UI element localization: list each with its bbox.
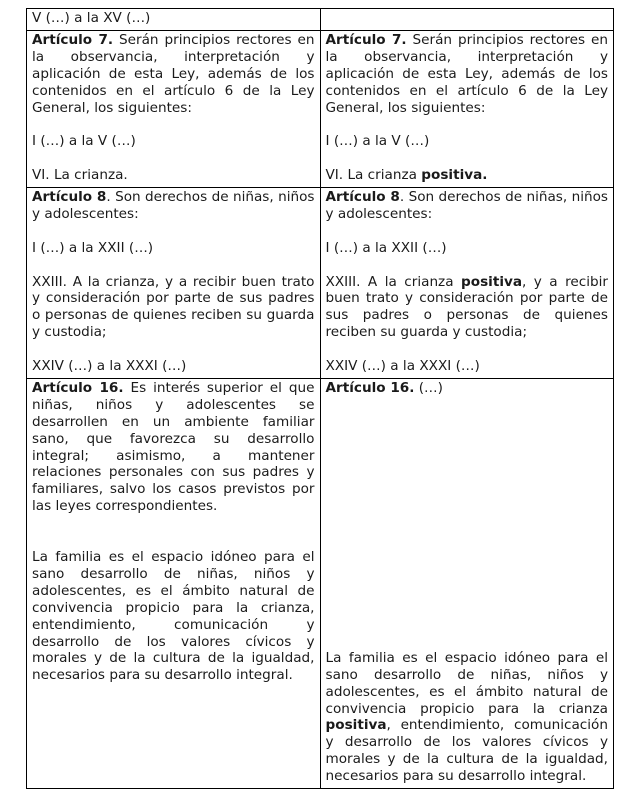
fraction-range: XXIV (…) a la XXXI (…) xyxy=(325,358,480,375)
left-cell xyxy=(27,9,321,31)
article-heading: Artículo 16. xyxy=(325,379,415,396)
table-row xyxy=(27,30,614,187)
fraction-range: I (…) a la V (…) xyxy=(32,133,136,150)
article-body: Serán principios rectores en la observancia, interpretación y aplicación de esta Ley, además de los contenidos en el artículo 6 de la Ley General, los siguientes: xyxy=(32,31,315,116)
article-body: Es interés superior el que niñas, niños y adolescentes se desarrollen en un ambiente familiar sano, que favorezca su desarrollo integral; asimismo, a mantener relaciones personales con sus padres y familiares, salvo los casos previstos por las leyes correspondientes. xyxy=(32,379,315,515)
article-heading: Artículo 16. xyxy=(32,379,124,396)
article-body: Serán principios rectores en la observancia, interpretación y aplicación de esta Ley, además de los contenidos en el artículo 6 de la Ley General, los siguientes: xyxy=(325,31,608,116)
article-16-text xyxy=(32,380,315,515)
right-cell xyxy=(320,378,614,788)
article-8-text xyxy=(326,189,609,223)
fraction-text xyxy=(326,167,609,184)
bold-addition: positiva. xyxy=(421,167,488,184)
right-cell xyxy=(320,9,614,31)
right-cell xyxy=(320,30,614,187)
paragraph-part: La familia es el espacio idóneo para el sano desarrollo de niñas, niños y adolescentes, es el ámbito natural de convivencia propicio para la crianza xyxy=(325,649,608,717)
article-16-text xyxy=(326,380,609,397)
fraction-text: VI. La crianza. xyxy=(32,167,128,184)
paragraph xyxy=(326,650,609,785)
table-row xyxy=(27,188,614,379)
comparison-table xyxy=(26,8,614,789)
fraction-text-part: , y a recibir buen trato y consideración por parte de sus padres o personas de quienes reciben su guarda y custodia; xyxy=(325,273,609,341)
paragraph-part: , entendimiento, comunicación y desarrollo de los valores cívicos y morales y de la cultura de la igualdad, necesarios para su desarrollo integral. xyxy=(325,717,608,785)
article-heading: Artículo 7. xyxy=(32,31,114,48)
left-cell xyxy=(27,378,321,788)
fraction-text: XXIII. A la crianza, y a recibir buen trato y consideración por parte de sus padres o personas de quienes reciben su guarda y custodia; xyxy=(32,273,315,341)
right-cell xyxy=(320,188,614,379)
article-body: (…) xyxy=(414,379,443,396)
fraction-range: V (…) a la XV (…) xyxy=(32,10,151,26)
article-7-text xyxy=(326,32,609,117)
fraction-range: I (…) a la XXII (…) xyxy=(32,239,154,256)
fraction-text xyxy=(326,274,609,342)
fraction-text-part: VI. La crianza xyxy=(325,167,422,184)
fraction-range: I (…) a la V (…) xyxy=(325,133,430,150)
fraction-range: I (…) a la XXII (…) xyxy=(325,239,447,256)
fraction-text-part: XXIII. A la crianza xyxy=(325,273,461,290)
left-cell xyxy=(27,188,321,379)
bold-addition: positiva xyxy=(461,273,523,290)
article-heading: Artículo 8 xyxy=(325,189,400,206)
article-heading: Artículo 8 xyxy=(32,189,107,206)
article-7-text xyxy=(32,32,315,117)
article-heading: Artículo 7. xyxy=(325,31,407,48)
paragraph: La familia es el espacio idóneo para el sano desarrollo de niñas, niños y adolescentes, es el ámbito natural de convivencia propicio para la crianza, entendimiento, comunicación y desarrollo de los valores cívicos y morales y de la cultura de la igualdad, necesarios para su desarrollo integral. xyxy=(32,549,315,684)
left-cell xyxy=(27,30,321,187)
article-8-text xyxy=(32,189,315,223)
fraction-range: XXIV (…) a la XXXI (…) xyxy=(32,358,187,375)
table-row xyxy=(27,9,614,31)
bold-addition: positiva xyxy=(325,717,387,734)
article-body: . Son derechos de niñas, niños y adolescentes: xyxy=(32,189,315,222)
article-body: . Son derechos de niñas, niños y adolescentes: xyxy=(325,189,609,222)
table-row xyxy=(27,378,614,788)
